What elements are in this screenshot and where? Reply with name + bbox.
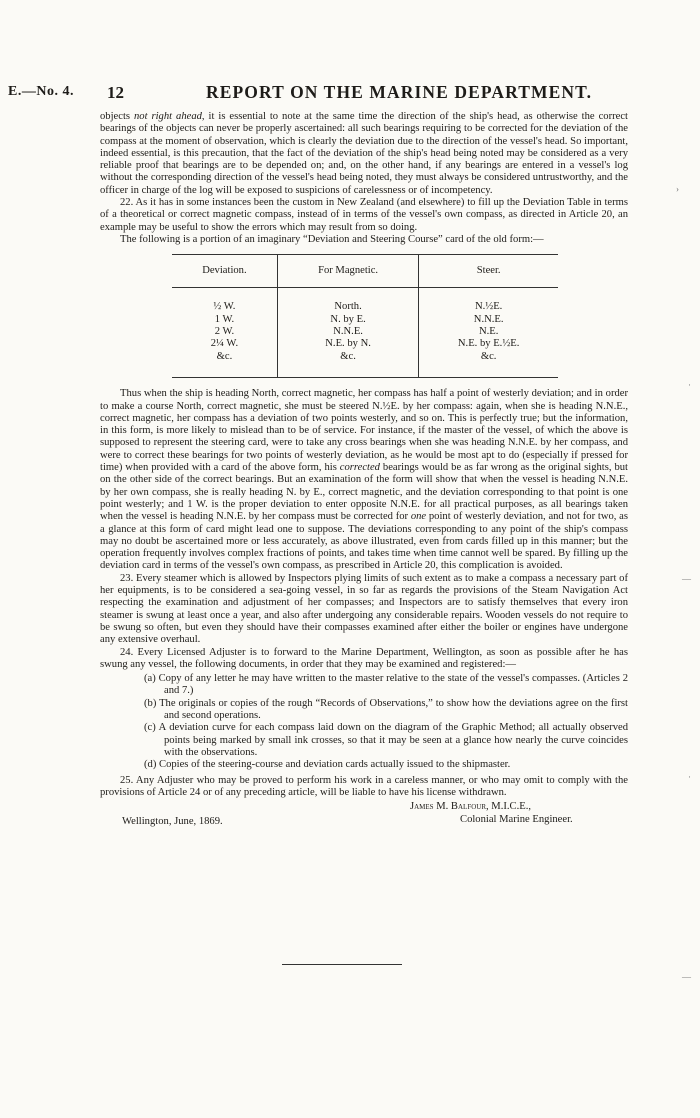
paragraph-23: 23. Every steamer which is allowed by Inspectors plying limits of such extent as to make a compass a necessary part of her equipments, is to be considered a sea-going vessel, in so far as regards the provisions of the Steam Navigation Act respecting the examination and adjustment of her compasses; and Inspectors are to satisfy themselves that every iron steamer is swung at least once a year, and also after undergoing any considerable repairs. Wooden vessels do not require to be swung so often, but even they should have their compasses examined after either the boiler or engines have undergone any extensive overhaul.: [100, 572, 628, 646]
table-cell: N.E. by E.½E.: [457, 338, 520, 350]
table-cell: North.: [334, 301, 362, 313]
column-header-steer: Steer.: [419, 255, 558, 288]
dateline: Wellington, June, 1869.: [122, 816, 223, 828]
paragraph-25: 25. Any Adjuster who may be proved to perform his work in a careless manner, or who may omit to comply with the provisions of Article 24 or of any preceding article, will be liable to have his license withdrawn.: [100, 774, 628, 798]
table-cell: &c.: [480, 350, 497, 362]
deviation-column: [172, 288, 277, 378]
signature-block: [100, 801, 628, 835]
paragraph-22: 22. As it has in some instances been the custom in New Zealand (and elsewhere) to fill up the Deviation Table in terms of a theoretical or correct magnetic compass, instead of in terms of the vessel's own compass, as directed in Article 20, an example may be useful to show the errors which may result from so doing.: [100, 197, 628, 233]
table-cell: N.E.: [478, 326, 499, 338]
emphasis-text: one: [410, 511, 427, 523]
text-run: Thus when the ship is heading North, correct magnetic, her compass has half a point of westerly deviation; and in order to make a course North, correct magnetic, she must be steered N.½E. by her compass: again, when she is heading N.N.E., correct magnetic, her compass has a deviation of two points westerly, and so on. This is perfectly true; but the information, in this form, is more likely to mislead than to be of service. For instance, if the master of the vessel, of which the above is supposed to represent the steering card, were to take any cross bearings when she was heading N.N.E. by her compass, and were to correct these bearings for two points of westerly deviation, as he would be most apt to do (especially if pressed for time) when provided with a card of the above form, his: [100, 388, 628, 474]
deviation-steering-card-table: [172, 254, 558, 378]
margin-tick-mark: —: [682, 574, 691, 584]
list-item: (d) Copies of the steering-course and deviation cards actually issued to the shipmaster.: [144, 759, 511, 771]
running-title: REPORT ON THE MARINE DEPARTMENT.: [206, 82, 593, 102]
text-run: , it is essential to note at the same time the direction of the ship's head, as otherwise the correct bearings of the objects can never be properly ascertained: all such bearings requiring to be corrected for the deviation of the compass at the moment of observation, which is clearly the deviation due to the direction of the vessel's head. So important, indeed essential, is this precaution, that the fact of the deviation of the ship's head being noted may be considered as a very reliable proof that bearings are to be depended on; and, on the other hand, if any bearings are entered in a vessel's log without the corresponding direction of the vessel's head being noted, they must always be considered untrustworthy, and the officer in charge of the log will be exposed to suspicions of carelessness or of incompetency.: [100, 111, 628, 196]
table-cell: N.N.E.: [473, 313, 504, 325]
signatory-name: James M. Balfour, M.I.C.E.,: [410, 801, 532, 813]
margin-tick-mark: ›: [676, 184, 679, 194]
column-header-deviation: Deviation.: [172, 255, 277, 288]
table-intro: The following is a portion of an imaginary “Deviation and Steering Course” card of the old form:—: [120, 233, 544, 245]
table-cell: N. by E.: [330, 313, 366, 325]
list-item: (c) A deviation curve for each compass laid down on the diagram of the Graphic Method; all actually observed points being marked by small ink crosses, so that it may be seen at a glance how nearly the curve coincides with the observations.: [144, 722, 628, 758]
table-cell: N.E. by N.: [325, 338, 371, 350]
paragraph-thus: [100, 388, 628, 572]
table-row: [172, 288, 558, 378]
paragraph-24: 24. Every Licensed Adjuster is to forward to the Marine Department, Wellington, as soon as possible after he has swung any vessel, the following documents, in order that they may be examined and registered:—: [100, 646, 628, 670]
for-magnetic-column: [277, 288, 418, 378]
table-cell: 1 W.: [214, 313, 235, 325]
column-header-for-magnetic: For Magnetic.: [277, 255, 418, 288]
text-run: point of westerly deviation, and not for two, as a glance at this form of card might lead one to suppose. The deviations corresponding to any point of the ship's compass may no doubt be ascertained more or less accurately, as above illustrated, even from cards filled up in this manner; but the operation frequently involves complex fractions of points, and takes time when time cannot well be spared. By filling up the deviation card in terms of the vessel's own compass, as prescribed in Article 20, this complication is avoided.: [100, 511, 628, 572]
emphasis-text: not right ahead: [133, 111, 202, 122]
table-cell: N.N.E.: [333, 326, 363, 338]
steer-column: [419, 288, 558, 378]
table-cell: ½ W.: [213, 301, 236, 313]
table-cell: 2¼ W.: [210, 338, 239, 350]
paragraph-continued: [100, 111, 628, 197]
document-body: [100, 111, 628, 835]
margin-tick-mark: —: [682, 972, 691, 982]
margin-tick-mark: ·: [688, 380, 691, 390]
table-cell: 2 W.: [214, 326, 235, 338]
documents-list: [144, 673, 628, 771]
margin-tick-mark: ·: [688, 772, 691, 782]
table-cell: &c.: [340, 350, 356, 362]
list-item: (a) Copy of any letter he may have written to the master relative to the state of the vessel's compasses. (Articles 2 and 7.): [144, 673, 628, 697]
emphasis-text: corrected: [339, 462, 380, 474]
table-cell: N.½E.: [474, 301, 503, 313]
document-reference: E.—No. 4.: [8, 84, 74, 99]
page-number: 12: [107, 83, 124, 102]
table-header-row: [172, 255, 558, 288]
page-header: [6, 80, 696, 104]
table-cell: &c.: [216, 350, 233, 362]
signatory-title: Colonial Marine Engineer.: [460, 814, 573, 826]
text-run: bearings would be as far wrong as the original sights, but on the other side of the correct bearings. But an examination of the form will show that when the vessel is heading N.N.E. by her own compass, she is really heading N. by E., correct magnetic, and the deviation corresponding to that point is one point westerly; and 1 W. is the proper deviation to enter opposite N.N.E. for all practical purposes, as all bearings taken when the vessel is heading N.N.E. by her compass must be corrected for: [100, 462, 628, 523]
closing-rule: [282, 964, 402, 965]
text-run: objects: [100, 111, 134, 122]
list-item: (b) The originals or copies of the rough “Records of Observations,” to show how the deviations agree on the first and second operations.: [144, 697, 628, 722]
